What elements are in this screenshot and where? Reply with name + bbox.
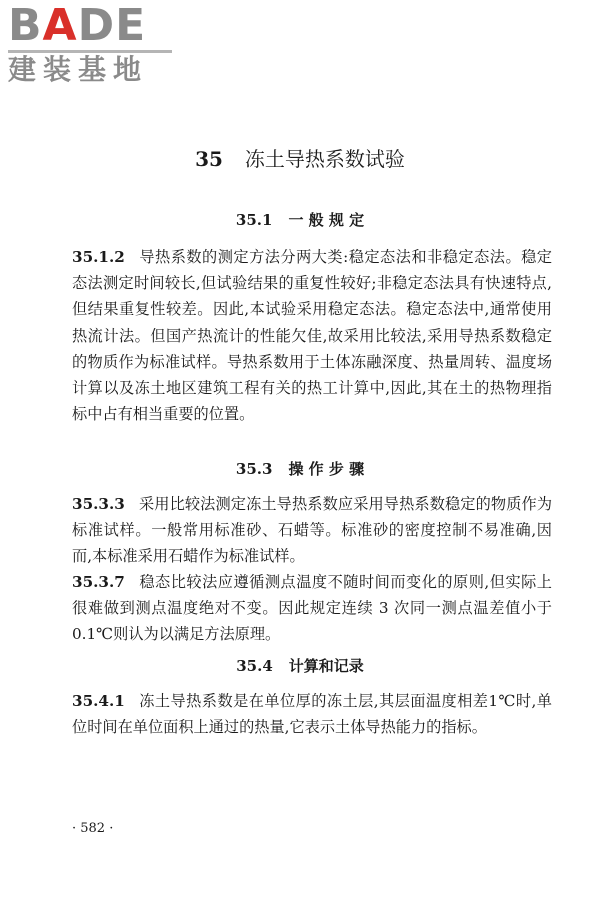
clause-number: 35.1.2 bbox=[72, 248, 125, 266]
clause-number: 35.3.7 bbox=[72, 573, 125, 591]
page-number: · 582 · bbox=[72, 821, 114, 836]
paragraph-35-1-2 bbox=[72, 244, 552, 427]
paragraph-35-3-7 bbox=[72, 569, 552, 648]
logo-wordmark: BADE bbox=[8, 0, 147, 51]
clause-text: 稳态比较法应遵循测点温度不随时间而变化的原则,但实际上很难做到测点温度绝对不变。因此规定连续 3 次同一测点温差值小于 0.1℃则认为以满足方法原理。 bbox=[72, 573, 552, 644]
section-heading-35-1 bbox=[0, 210, 600, 230]
logo-subtitle: 建装基地 bbox=[8, 53, 149, 86]
clause-text: 冻土导热系数是在单位厚的冻土层,其层面温度相差1℃时,单位时间在单位面积上通过的热量,它表示土体导热能力的指标。 bbox=[72, 692, 552, 737]
section-number: 35.4 bbox=[236, 657, 273, 675]
clause-number: 35.3.3 bbox=[72, 495, 125, 513]
paragraph-35-3-3 bbox=[72, 491, 552, 570]
section-number: 35.3 bbox=[235, 460, 273, 478]
paragraph-35-4-1 bbox=[72, 688, 552, 740]
bade-logo bbox=[8, 0, 178, 87]
section-title: 一 般 规 定 bbox=[288, 211, 365, 229]
chapter-title bbox=[0, 146, 600, 172]
section-heading-35-4 bbox=[0, 656, 600, 676]
clause-number: 35.4.1 bbox=[72, 692, 125, 710]
chapter-title-text: 冻土导热系数试验 bbox=[244, 147, 405, 171]
section-title: 计算和记录 bbox=[288, 657, 364, 675]
clause-text: 采用比较法测定冻土导热系数应采用导热系数稳定的物质作为标准试样。一般常用标准砂、石蜡等。标准砂的密度控制不易准确,因而,本标准采用石蜡作为标准试样。 bbox=[72, 495, 552, 566]
section-heading-35-3 bbox=[0, 459, 600, 479]
logo-accent-letter: A bbox=[42, 0, 78, 51]
clause-text: 导热系数的测定方法分两大类:稳定态法和非稳定态法。稳定态法测定时间较长,但试验结果的重复性较好;非稳定态法具有快速特点,但结果重复性较差。因此,本试验采用稳定态法。稳定态法中,通常使用热流计法。但国产热流计的性能欠佳,故采用比较法,采用导热系数稳定的物质作为标准试样。导热系数用于土体冻融深度、热量周转、温度场计算以及冻土地区建筑工程有关的热工计算中,因此,其在土的热物理指标中占有相当重要的位置。 bbox=[72, 248, 552, 424]
chapter-number: 35 bbox=[195, 147, 223, 171]
section-title: 操 作 步 骤 bbox=[288, 460, 365, 478]
section-number: 35.1 bbox=[235, 211, 273, 229]
